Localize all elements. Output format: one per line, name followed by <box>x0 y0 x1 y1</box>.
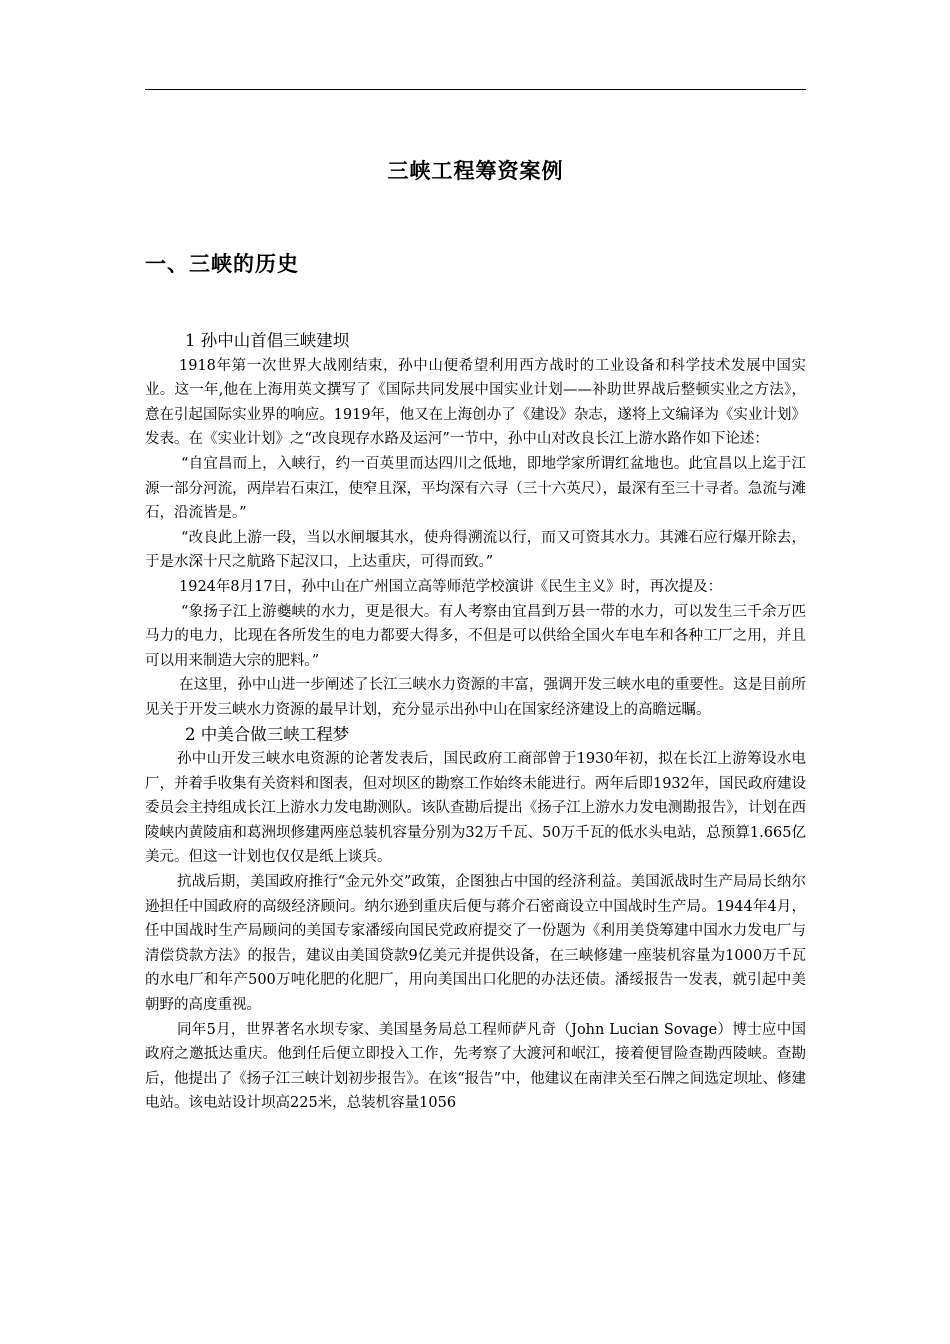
paragraph: “改良此上游一段，当以水闸堰其水，使舟得溯流以行，而又可资其水力。其滩石应行爆开除去，于是水深十尺之航路下起汉口，上达重庆，可得而致。” <box>145 529 806 571</box>
paragraph: 在这里，孙中山进一步阐述了长江三峡水力资源的丰富，强调开发三峡水电的重要性。这是目前所见关于开发三峡水力资源的最早计划，充分显示出孙中山在国家经济建设上的高瞻远瞩。 <box>145 677 806 718</box>
paragraph: 孙中山开发三峡水电资源的论著发表后，国民政府工商部曾于1930年初，拟在长江上游筹设水电厂，并着手收集有关资料和图表，但对坝区的勘察工作始终未能进行。两年后即1932年，国民政府建设委员会主持组成长江上游水力发电勘测队。该队查勘后提出《扬子江上游水力发电测勘报告》，计划在西陵峡内黄陵庙和葛洲坝修建两座总装机容量分别为32万千瓦、50万千瓦的低水头电站，总预算1.665亿美元。但这一计划也仅仅是纸上谈兵。 <box>145 751 806 866</box>
paragraph: 抗战后期，美国政府推行“金元外交”政策，企图独占中国的经济利益。美国派战时生产局局长纳尔逊担任中国政府的高级经济顾问。纳尔逊到重庆后便与蒋介石密商设立中国战时生产局。1944年4月，任中国战时生产局顾问的美国专家潘绥向国民党政府提交了一份题为《利用美贷筹建中国水力发电厂与清偿贷款方法》的报告，建议由美国贷款9亿美元并提供设备，在三峡修建一座装机容量为1000万千瓦的水电厂和年产500万吨化肥的化肥厂，用向美国出口化肥的办法还债。潘绥报告一发表，就引起中美朝野的高度重视。 <box>145 874 806 1014</box>
section-heading: 一、三峡的历史 <box>145 252 299 276</box>
subsection-heading-2: 2 中美合做三峡工程梦 <box>185 724 350 744</box>
paragraph: 同年5月，世界著名水坝专家、美国垦务局总工程师萨凡奇（John Lucian Sovage）博士应中国政府之邀抵达重庆。他到任后便立即投入工作，先考察了大渡河和岷江，接着便冒险查勘西陵峡。查勘后，他提出了《扬子江三峡计划初步报告》。在该“报告”中，他建议在南津关至石牌之间选定坝址、修建电站。该电站设计坝高225米，总装机容量1056 <box>145 1021 806 1112</box>
subsection-heading-1: 1 孙中山首倡三峡建坝 <box>185 331 350 350</box>
paragraph: “自宜昌而上，入峡行，约一百英里而达四川之低地，即地学家所谓红盆地也。此宜昌以上迄于江源一部分河流，两岸岩石束江，使窄且深，平均深有六寻（三十六英尺），最深有至三十寻者。急流与滩石，沿流皆是。” <box>145 455 806 522</box>
paragraph: 1918年第一次世界大战刚结束，孙中山便希望利用西方战时的工业设备和科学技术发展中国实业。这一年,他在上海用英文撰写了《国际共同发展中国实业计划——补助世界战后整顿实业之方法》，意在引起国际实业界的响应。1919年，他又在上海创办了《建设》杂志，遂将上文编译为《实业计划》发表。在《实业计划》之“改良现存水路及运河”一节中，孙中山对改良长江上游水路作如下论述： <box>145 357 806 448</box>
paragraph: 1924年8月17日，孙中山在广州国立高等师范学校演讲《民生主义》时，再次提及： <box>179 578 723 595</box>
document-body <box>145 329 806 1116</box>
paragraph: “象扬子江上游夔峡的水力，更是很大。有人考察由宜昌到万县一带的水力，可以发生三千余万匹马力的电力，比现在各所发生的电力都要大得多，不但是可以供给全国火车电车和各种工厂之用，并且可以用来制造大宗的肥料。” <box>145 603 806 669</box>
document-title: 三峡工程筹资案例 <box>387 159 564 183</box>
header-rule <box>145 89 806 90</box>
